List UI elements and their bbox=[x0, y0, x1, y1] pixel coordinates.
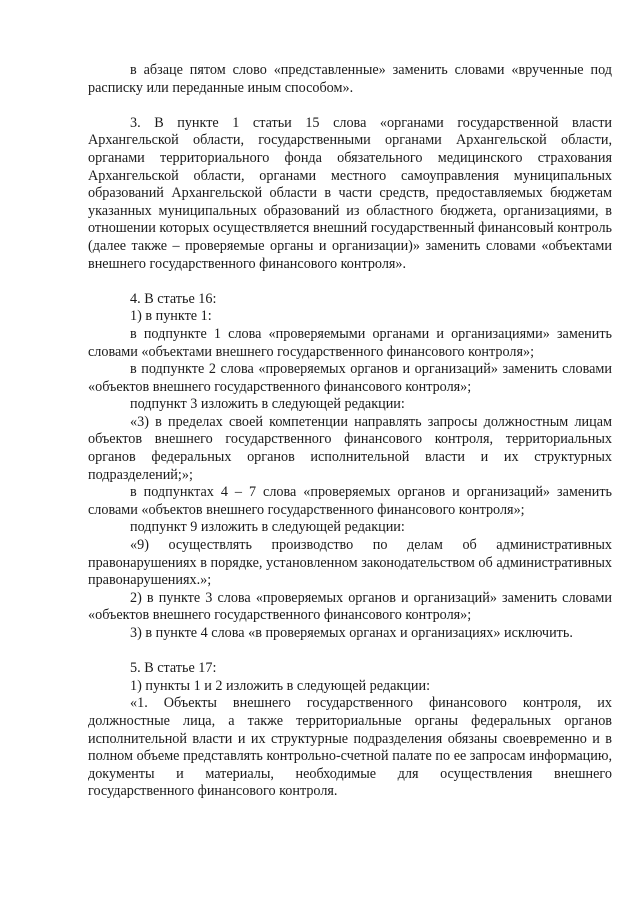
document-body bbox=[88, 62, 612, 801]
paragraph-subpoint-9-intro: подпункт 9 изложить в следующей редакции: bbox=[130, 519, 405, 536]
paragraph-subitem-1-point-1: 1) в пункте 1: bbox=[130, 308, 212, 325]
paragraph-item-3-article-15: 3. В пункте 1 статьи 15 слова «органами государственной власти Архангельской области, государственными органами Архангельской области, органами территориального фонда обязательного медицинского страхования Архангельской области, органами местного самоуправления муниципальных образований Архангельской области в части средств, предоставляемых бюджетам указанных муниципальных образований из областного бюджета, организациями, в отношении которых осуществляется внешний государственный финансовый контроль (далее также – проверяемые органы и организации)» заменить словами «объектами внешнего государственного финансового контроля». bbox=[88, 114, 612, 272]
paragraph-subpoint-9-text: «9) осуществлять производство по делам об административных правонарушениях в порядке, установленном законодательством об административных правонарушениях.»; bbox=[88, 537, 612, 589]
paragraph-subitem-1-points-1-2: 1) пункты 1 и 2 изложить в следующей редакции: bbox=[130, 677, 431, 694]
paragraph-gap bbox=[88, 273, 612, 291]
paragraph-fifth-abzac: в абзаце пятом слово «представленные» заменить словами «врученные под расписку или переданные иным способом». bbox=[88, 62, 612, 96]
paragraph-subpoint-1: в подпункте 1 слова «проверяемыми органами и организациями» заменить словами «объектами внешнего государственного финансового контроля»; bbox=[88, 325, 612, 360]
paragraph-gap bbox=[88, 643, 612, 661]
paragraph-point-1-new-text: «1. Объекты внешнего государственного финансового контроля, их должностные лица, а также территориальные органы федеральных органов исполнительной власти и их структурные подразделения обязаны своевременно и в полном объеме представлять контрольно-счетной палате по ее запросам информацию, документы и материалы, необходимые для осуществления внешнего государственного финансового контроля. bbox=[88, 695, 612, 800]
paragraph-subitem-2-point-3: 2) в пункте 3 слова «проверяемых органов и организаций» заменить словами «объектов внешнего государственного финансового контроля»; bbox=[88, 589, 612, 624]
paragraph-subpoint-3-intro: подпункт 3 изложить в следующей редакции: bbox=[130, 396, 405, 413]
paragraph-item-4-heading: 4. В статье 16: bbox=[130, 290, 217, 307]
paragraph-subpoint-3-text: «3) в пределах своей компетенции направлять запросы должностным лицам объектов внешнего государственного финансового контроля, территориальных органов федеральных органов исполнительной власти и их структурных подразделений;»; bbox=[88, 413, 612, 483]
paragraph-gap bbox=[88, 97, 612, 115]
paragraph-item-5-heading: 5. В статье 17: bbox=[130, 660, 217, 677]
paragraph-subpoints-4-7: в подпунктах 4 – 7 слова «проверяемых органов и организаций» заменить словами «объектов внешнего государственного финансового контроля»; bbox=[88, 484, 612, 518]
paragraph-subpoint-2: в подпункте 2 слова «проверяемых органов и организаций» заменить словами «объектов внешнего государственного финансового контроля»; bbox=[88, 361, 612, 395]
paragraph-subitem-3-point-4: 3) в пункте 4 слова «в проверяемых органах и организациях» исключить. bbox=[130, 625, 573, 641]
